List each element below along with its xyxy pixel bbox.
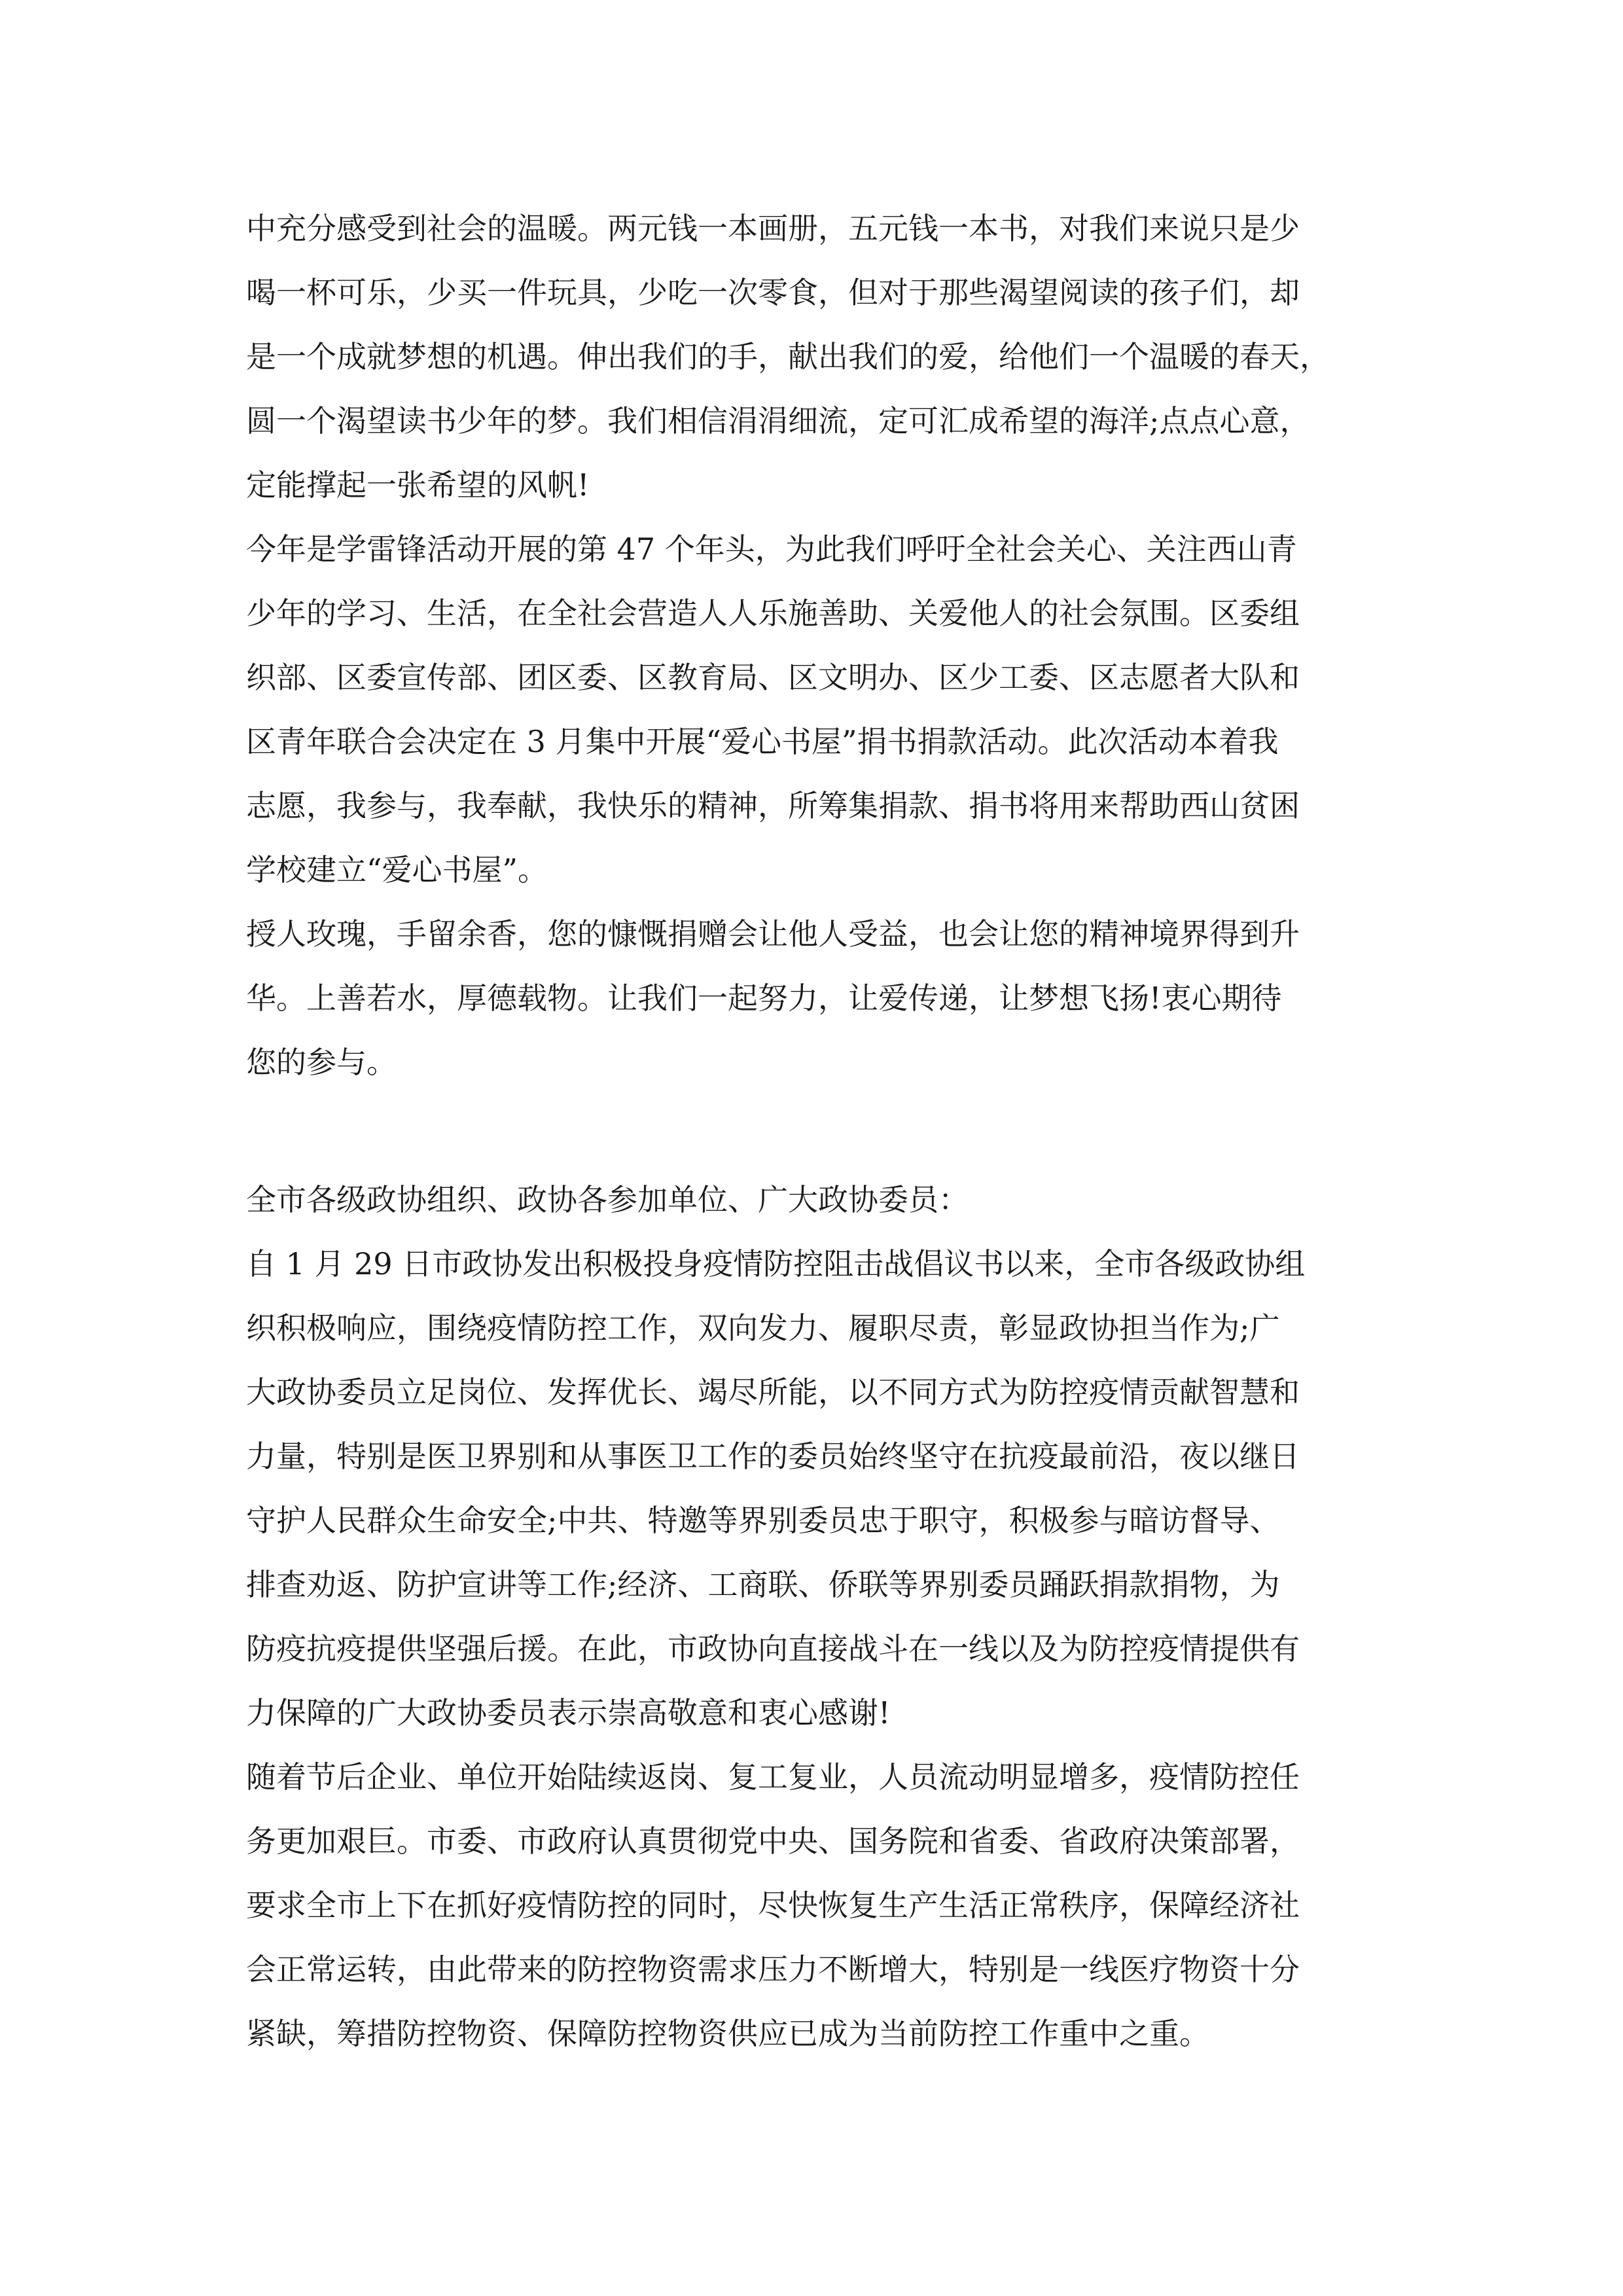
text-line: 织部、区委宣传部、团区委、区教育局、区文明办、区少工委、区志愿者大队和 — [246, 660, 1300, 695]
text-line: 少年的学习、生活，在全社会营造人人乐施善助、关爱他人的社会氛围。区委组 — [246, 596, 1300, 631]
text-line: 定能撑起一张希望的风帆! — [246, 467, 590, 503]
section-2 — [246, 1168, 1398, 2066]
section-1 — [246, 196, 1398, 1094]
text-line: 大政协委员立足岗位、发挥优长、竭尽所能，以不同方式为防控疫情贡献智慧和 — [246, 1374, 1300, 1410]
text-line: 防疫抗疫提供坚强后援。在此，市政协向直接战斗在一线以及为防控疫情提供有 — [246, 1631, 1300, 1666]
text-line: 学校建立“爱心书屋”。 — [246, 852, 548, 888]
text-line: 中充分感受到社会的温暖。两元钱一本画册，五元钱一本书，对我们来说只是少 — [246, 211, 1300, 246]
text-line: 力量，特别是医卫界别和从事医卫工作的委员始终坚守在抗疫最前沿，夜以继日 — [246, 1439, 1300, 1474]
text-line: 要求全市上下在抓好疫情防控的同时，尽快恢复生产生活正常秩序，保障经济社 — [246, 1888, 1300, 1923]
text-line: 守护人民群众生命安全;中共、特邀等界别委员忠于职守，积极参与暗访督导、 — [246, 1503, 1280, 1538]
text-line: 您的参与。 — [246, 1045, 397, 1080]
text-line: 织积极响应，围绕疫情防控工作，双向发力、履职尽责，彰显政协担当作为;广 — [246, 1310, 1280, 1346]
document-body — [246, 196, 1398, 2066]
text-line: 授人玫瑰，手留余香，您的慷慨捐赠会让他人受益，也会让您的精神境界得到升 — [246, 916, 1300, 952]
text-line: 随着节后企业、单位开始陆续返岗、复工复业，人员流动明显增多，疫情防控任 — [246, 1759, 1300, 1795]
text-line: 华。上善若水，厚德载物。让我们一起努力，让爱传递，让梦想飞扬!衷心期待 — [246, 980, 1282, 1016]
text-line: 自 1 月 29 日市政协发出积极投身疫情防控阻击战倡议书以来，全市各级政协组 — [246, 1246, 1306, 1282]
text-line: 力保障的广大政协委员表示崇高敬意和衷心感谢! — [246, 1695, 891, 1731]
text-line: 务更加艰巨。市委、市政府认真贯彻党中央、国务院和省委、省政府决策部署， — [246, 1823, 1300, 1859]
text-line: 紧缺，筹措防控物资、保障防控物资供应已成为当前防控工作重中之重。 — [246, 2016, 1209, 2051]
text-line: 排查劝返、防护宣讲等工作;经济、工商联、侨联等界别委员踊跃捐款捐物，为 — [246, 1567, 1280, 1602]
text-line: 区青年联合会决定在 3 月集中开展“爱心书屋”捐书捐款活动。此次活动本着我 — [246, 724, 1279, 759]
section-gap — [246, 1094, 1398, 1168]
text-line: 圆一个渴望读书少年的梦。我们相信涓涓细流，定可汇成希望的海洋;点点心意， — [246, 403, 1310, 439]
text-line: 会正常运转，由此带来的防控物资需求压力不断增大，特别是一线医疗物资十分 — [246, 1952, 1300, 1987]
text-line: 是一个成就梦想的机遇。伸出我们的手，献出我们的爱，给他们一个温暖的春天， — [246, 339, 1330, 374]
text-line: 喝一杯可乐，少买一件玩具，少吃一次零食，但对于那些渴望阅读的孩子们，却 — [246, 275, 1300, 310]
text-line: 今年是学雷锋活动开展的第 47 个年头，为此我们呼吁全社会关心、关注西山青 — [246, 531, 1297, 567]
text-line: 志愿，我参与，我奉献，我快乐的精神，所筹集捐款、捐书将用来帮助西山贫困 — [246, 788, 1300, 823]
salutation-line: 全市各级政协组织、政协各参加单位、广大政协委员： — [246, 1182, 969, 1217]
